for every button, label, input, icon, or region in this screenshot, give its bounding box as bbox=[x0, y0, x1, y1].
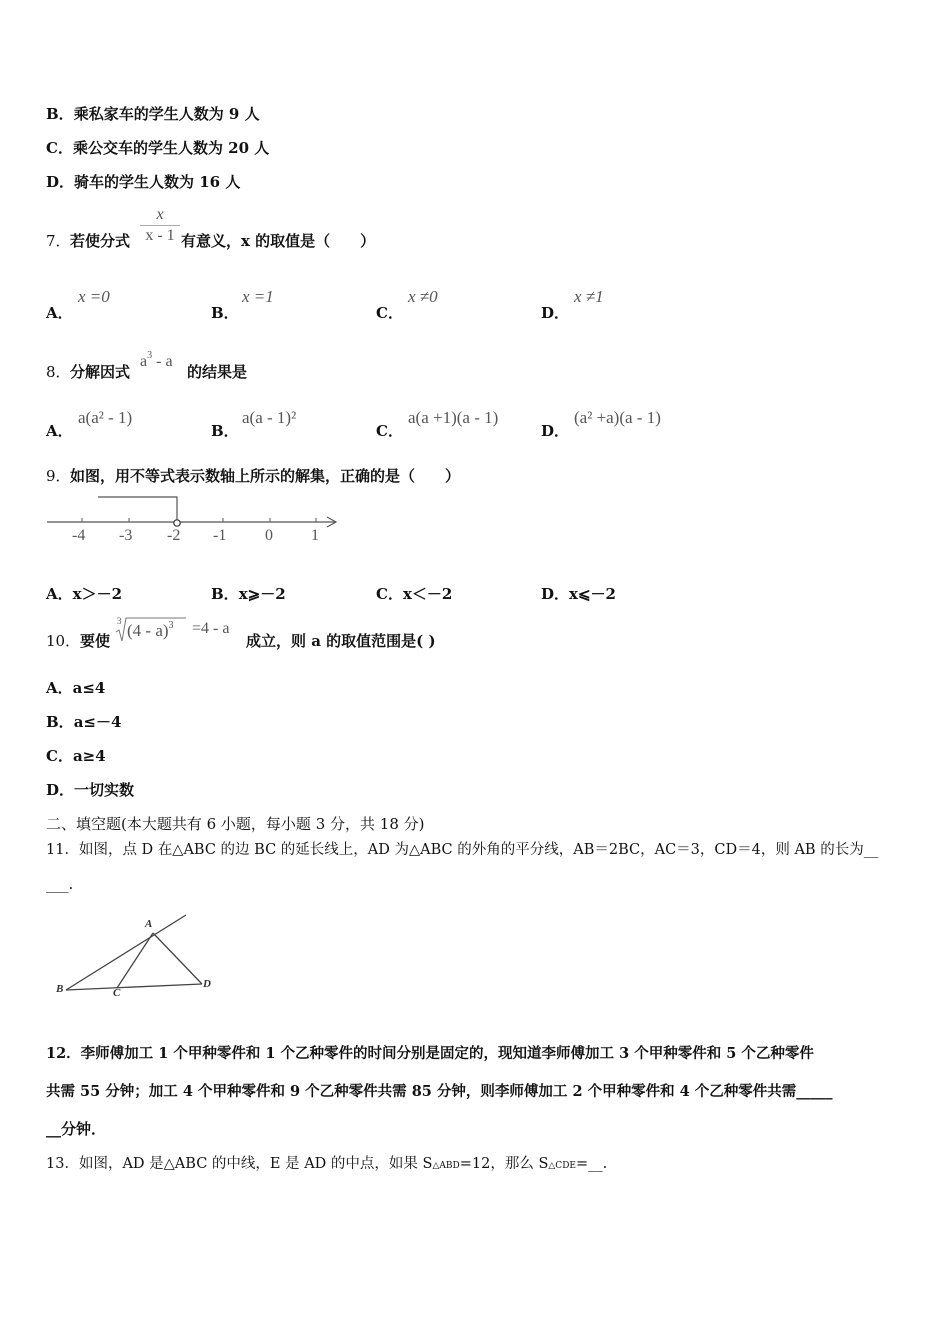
section-title-fill-in: 二、填空题(本大题共有 6 小题，每小题 3 分，共 18 分) bbox=[46, 815, 425, 833]
q8-option-b-letter: B． bbox=[211, 422, 239, 440]
q10-stem-post: 成立，则 a 的取值范围是( ) bbox=[246, 632, 436, 650]
point-label-B: B bbox=[56, 983, 64, 995]
q12-line3: __分钟． bbox=[46, 1120, 107, 1138]
q9-option-d: D．x⩽－2 bbox=[541, 585, 616, 603]
q7-option-d-letter: D． bbox=[541, 304, 570, 322]
q9-option-a: A．x＞－2 bbox=[46, 585, 123, 603]
q8-option-d-math: (a² +a)(a - 1) bbox=[574, 408, 661, 427]
point-label-A: A bbox=[145, 918, 153, 930]
q7-fraction-denominator: x - 1 bbox=[145, 227, 175, 244]
q12-line1: 12．李师傅加工 1 个甲种零件和 1 个乙种零件的时间分别是固定的，现知道李师傅加工 3 个甲种零件和 5 个乙种零件 bbox=[46, 1045, 814, 1062]
q8-stem-pre: 分解因式 bbox=[70, 363, 131, 381]
q8-option-c-letter: C． bbox=[376, 422, 403, 440]
q10-option-a: A．a≤4 bbox=[46, 679, 106, 697]
segment-BD bbox=[66, 984, 202, 990]
tick-label-neg1: -1 bbox=[213, 527, 227, 544]
q10-option-c: C．a≥4 bbox=[46, 747, 106, 765]
q7-option-c-math: x ≠0 bbox=[408, 287, 438, 306]
q8-stem-post: 的结果是 bbox=[187, 363, 248, 381]
q7-option-a-math: x =0 bbox=[78, 287, 110, 306]
q8-option-a-letter: A． bbox=[46, 422, 73, 440]
q7-stem-pre: 若使分式 bbox=[70, 232, 131, 250]
segment-AD bbox=[153, 933, 202, 984]
q7-option-d-math: x ≠1 bbox=[574, 287, 604, 306]
q10-number: 10． bbox=[46, 632, 81, 650]
q6-option-c: C．乘公交车的学生人数为 20 人 bbox=[46, 139, 270, 157]
q7-option-c-letter: C． bbox=[376, 304, 403, 322]
q10-option-d: D．一切实数 bbox=[46, 781, 135, 799]
q7-number: 7． bbox=[46, 232, 71, 250]
q8-expression: $a^3$ - a bbox=[140, 350, 173, 370]
line-BA-extended bbox=[66, 915, 186, 990]
q7-option-a-letter: A． bbox=[46, 304, 73, 322]
q7-fraction-numerator: x bbox=[140, 205, 180, 226]
q10-stem-pre: 要使 bbox=[80, 632, 111, 650]
tick-label-neg3: -3 bbox=[119, 527, 133, 544]
point-label-C: C bbox=[113, 987, 121, 999]
segment-CA bbox=[117, 933, 153, 988]
q10-root-index: 3 bbox=[117, 616, 122, 626]
tick-label-neg2: -2 bbox=[167, 527, 181, 544]
q13-stem: 13．如图，AD 是△ABC 的中线，E 是 AD 的中点，如果 S△ABD=12，那么 S△CDE=__. bbox=[46, 1156, 608, 1172]
q9-option-c: C．x＜－2 bbox=[376, 585, 453, 603]
point-label-D: D bbox=[203, 978, 211, 990]
q8-option-b-math: a(a - 1)² bbox=[242, 408, 297, 427]
q11-line1: 11．如图，点 D 在△ABC 的边 BC 的延长线上，AD 为△ABC 的外角的平分线，AB＝2BC，AC＝3，CD＝4，则 AB 的长为__ bbox=[46, 842, 879, 858]
q6-option-d: D．骑车的学生人数为 16 人 bbox=[46, 173, 241, 191]
q9-number: 9． bbox=[46, 467, 71, 485]
q10-option-b: B．a≤－4 bbox=[46, 713, 122, 731]
tick-label-0: 0 bbox=[265, 527, 273, 544]
tick-label-1: 1 bbox=[311, 527, 319, 544]
tick-label-neg4: -4 bbox=[72, 527, 86, 544]
q11-line2: ___. bbox=[46, 875, 74, 893]
q7-option-b-letter: B． bbox=[211, 304, 239, 322]
q7-stem-post: 有意义，x 的取值是（ ） bbox=[181, 232, 376, 250]
q12-line2: 共需 55 分钟；加工 4 个甲种零件和 9 个乙种零件共需 85 分钟，则李师傅加工 2 个甲种零件和 4 个乙种零件共需_____ bbox=[46, 1083, 833, 1100]
q7-option-b-math: x =1 bbox=[242, 287, 274, 306]
q8-number: 8． bbox=[46, 363, 71, 381]
q8-option-d-letter: D． bbox=[541, 422, 570, 440]
q6-option-b: B．乘私家车的学生人数为 9 人 bbox=[46, 105, 260, 123]
q8-option-c-math: a(a +1)(a - 1) bbox=[408, 408, 499, 427]
q9-stem: 如图，用不等式表示数轴上所示的解集，正确的是（ ） bbox=[70, 467, 461, 485]
q10-rhs: =4 - a bbox=[192, 620, 230, 637]
q9-option-b: B．x⩾－2 bbox=[211, 585, 286, 603]
q8-option-a-math: a(a² - 1) bbox=[78, 408, 133, 427]
q10-radicand: (4 - a)$^3$ bbox=[127, 620, 174, 640]
